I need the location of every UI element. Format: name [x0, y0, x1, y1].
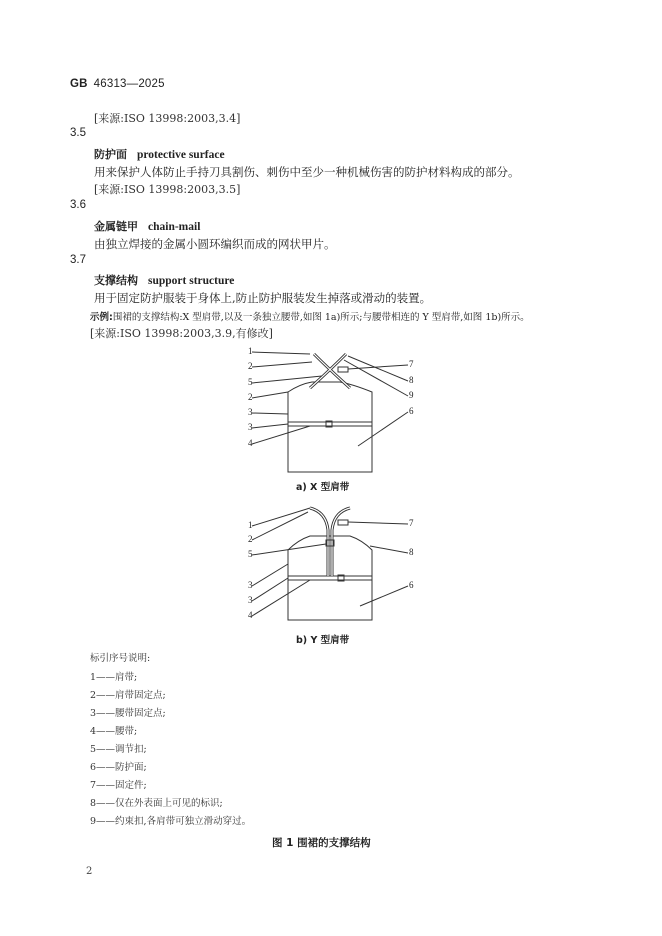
label-5: 5 [248, 549, 253, 559]
std-number: 46313—2025 [93, 78, 165, 90]
legend-item: 1——肩带; [90, 672, 138, 683]
label-6: 6 [409, 580, 414, 590]
label-5: 5 [248, 377, 253, 387]
std-prefix: GB [70, 78, 88, 90]
source-3-4: [来源:ISO 13998:2003,3.4] [94, 112, 241, 125]
figure-a-left-labels [248, 346, 253, 448]
figure-b-left-labels [248, 520, 253, 620]
legend-item: 5——调节扣; [90, 744, 147, 755]
example-label: 示例: [90, 312, 113, 323]
definition-3-6: 由独立焊接的金属小圆环编织而成的网状甲片。 [94, 237, 336, 251]
label-8: 8 [409, 547, 414, 557]
figure-b-right-labels [409, 518, 414, 590]
figure-b-apron-diagram [240, 500, 420, 626]
definition-3-7: 用于固定防护服装于身体上,防止防护服装发生掉落或滑动的装置。 [94, 291, 432, 305]
term-en: protective surface [137, 149, 225, 161]
term-cn: 防护面 [94, 148, 127, 161]
label-1: 1 [248, 520, 253, 530]
term-en: chain-mail [148, 221, 201, 233]
legend-item: 7——固定件; [90, 780, 147, 791]
label-4: 4 [248, 438, 253, 448]
source-3-5: [来源:ISO 13998:2003,3.5] [94, 183, 241, 196]
figure-caption: 图 1 围裙的支撑结构 [272, 837, 371, 849]
label-2: 2 [248, 361, 253, 371]
figure-b-caption: b) Y 型肩带 [296, 635, 350, 646]
waist-belt [288, 422, 372, 426]
definition-3-5: 用来保护人体防止手持刀具割伤、刺伤中至少一种机械伤害的防护材料构成的部分。 [94, 165, 520, 179]
label-7: 7 [409, 359, 414, 369]
legend-item: 8——仅在外表面上可见的标识; [90, 798, 223, 809]
clause-number-3-6: 3.6 [70, 199, 86, 211]
figure-a-caption: a) X 型肩带 [296, 482, 350, 493]
example-3-7 [90, 309, 530, 323]
page-number: 2 [86, 866, 93, 877]
source-3-7: [来源:ISO 13998:2003,3.9,有修改] [90, 327, 273, 340]
term-3-7 [94, 272, 234, 288]
legend-item: 3——腰带固定点; [90, 708, 166, 719]
apron-body-outline [288, 536, 372, 620]
clause-number-3-7: 3.7 [70, 254, 86, 266]
label-2b: 2 [248, 392, 253, 402]
legend-item: 2——肩带固定点; [90, 690, 166, 701]
term-cn: 支撑结构 [94, 274, 138, 287]
figure-a-apron-diagram [240, 340, 420, 480]
label-4: 4 [248, 610, 253, 620]
label-8: 8 [409, 375, 414, 385]
term-cn: 金属链甲 [94, 220, 138, 233]
example-text: 围裙的支撑结构:X 型肩带,以及一条独立腰带,如图 1a)所示;与腰带相连的 Y 型肩带,如图 1b)所示。 [112, 312, 530, 323]
term-en: support structure [148, 275, 235, 287]
fixing-piece [338, 367, 348, 372]
term-3-5 [94, 146, 225, 162]
term-3-6 [94, 218, 200, 234]
clause-number-3-5: 3.5 [70, 127, 86, 139]
label-2: 2 [248, 534, 253, 544]
legend-item: 6——防护面; [90, 762, 147, 773]
label-3b: 3 [248, 595, 253, 605]
standard-id [70, 78, 165, 90]
figure-a-right-labels [409, 359, 414, 416]
label-1: 1 [248, 346, 253, 356]
waist-belt [288, 576, 372, 580]
legend-item: 4——腰带; [90, 726, 138, 737]
fixing-piece [338, 520, 348, 525]
legend-item: 9——约束扣,各肩带可独立滑动穿过。 [90, 816, 252, 827]
label-6: 6 [409, 406, 414, 416]
label-7: 7 [409, 518, 414, 528]
legend-title: 标引序号说明: [90, 653, 151, 664]
label-3: 3 [248, 580, 253, 590]
label-3: 3 [248, 407, 253, 417]
label-3b: 3 [248, 422, 253, 432]
label-9: 9 [409, 390, 414, 400]
